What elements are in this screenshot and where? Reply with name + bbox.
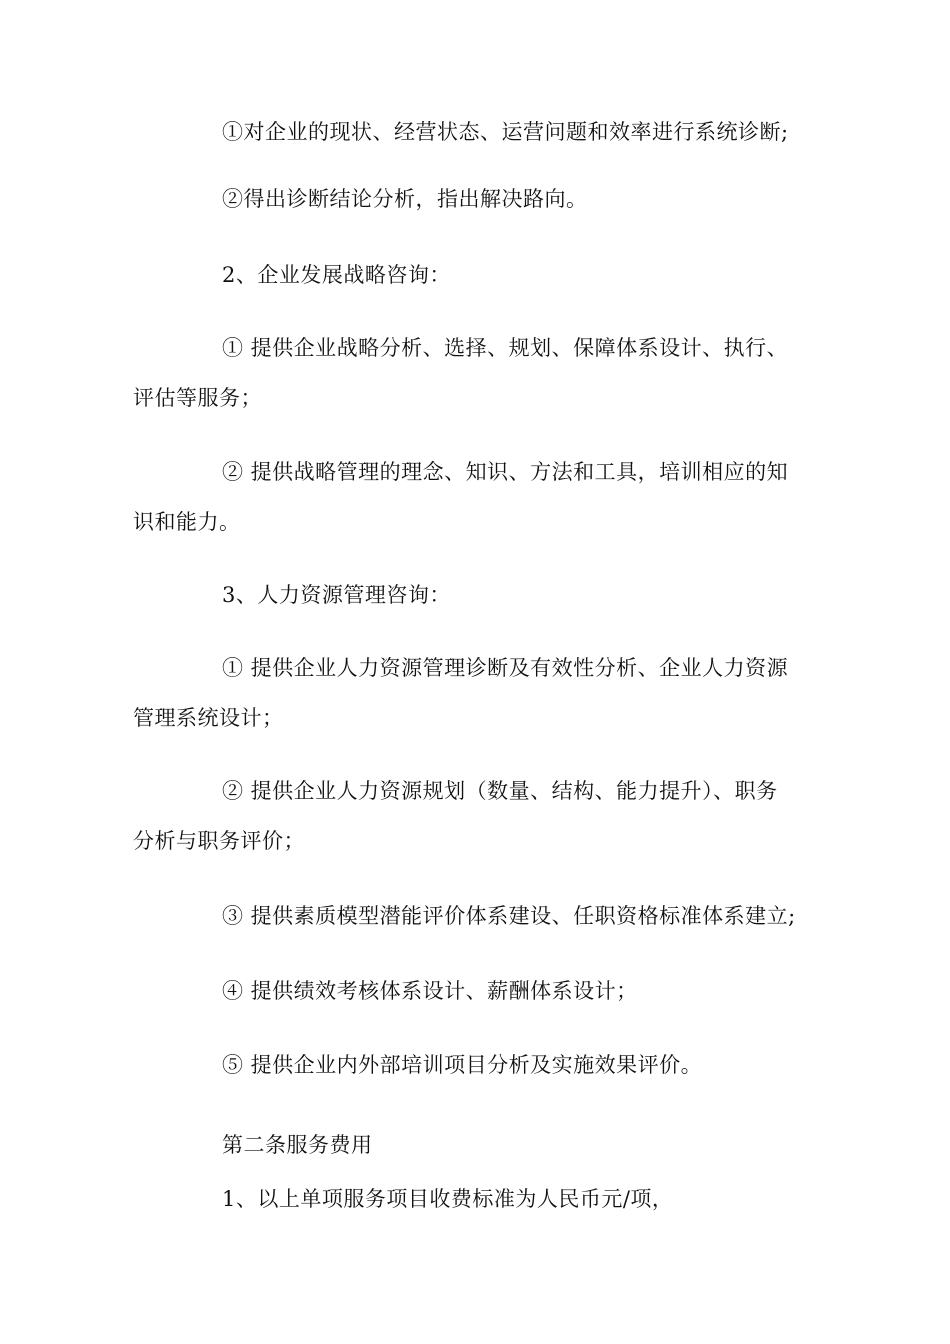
diagnosis-item-2: ②得出诊断结论分析，指出解决路向。 [222, 187, 588, 211]
hr-item-3: ③ 提供素质模型潜能评价体系建设、任职资格标准体系建立; [222, 904, 796, 928]
hr-item-2-continued: 分析与职务评价； [133, 829, 305, 853]
diagnosis-item-1: ①对企业的现状、经营状态、运营问题和效率进行系统诊断; [222, 120, 789, 144]
strategy-item-2: ② 提供战略管理的理念、知识、方法和工具，培训相应的知 [222, 460, 789, 484]
hr-item-5: ⑤ 提供企业内外部培训项目分析及实施效果评价。 [222, 1053, 703, 1077]
hr-item-1-continued: 管理系统设计； [133, 706, 284, 730]
hr-item-4: ④ 提供绩效考核体系设计、薪酬体系设计； [222, 979, 638, 1003]
hr-item-1: ① 提供企业人力资源管理诊断及有效性分析、企业人力资源 [222, 656, 789, 680]
strategy-item-1: ① 提供企业战略分析、选择、规划、保障体系设计、执行、 [222, 336, 789, 360]
hr-item-2: ② 提供企业人力资源规划（数量、结构、能力提升）、职务 [222, 779, 778, 803]
section-heading-hr: 3、人力资源管理咨询： [222, 583, 451, 607]
section-heading-strategy: 2、企业发展战略咨询： [222, 263, 451, 287]
strategy-item-2-continued: 识和能力。 [133, 510, 241, 534]
fee-item-1: 1、以上单项服务项目收费标准为人民币元/项， [222, 1187, 674, 1211]
article-heading-fees: 第二条服务费用 [222, 1133, 373, 1157]
strategy-item-1-continued: 评估等服务； [133, 386, 262, 410]
